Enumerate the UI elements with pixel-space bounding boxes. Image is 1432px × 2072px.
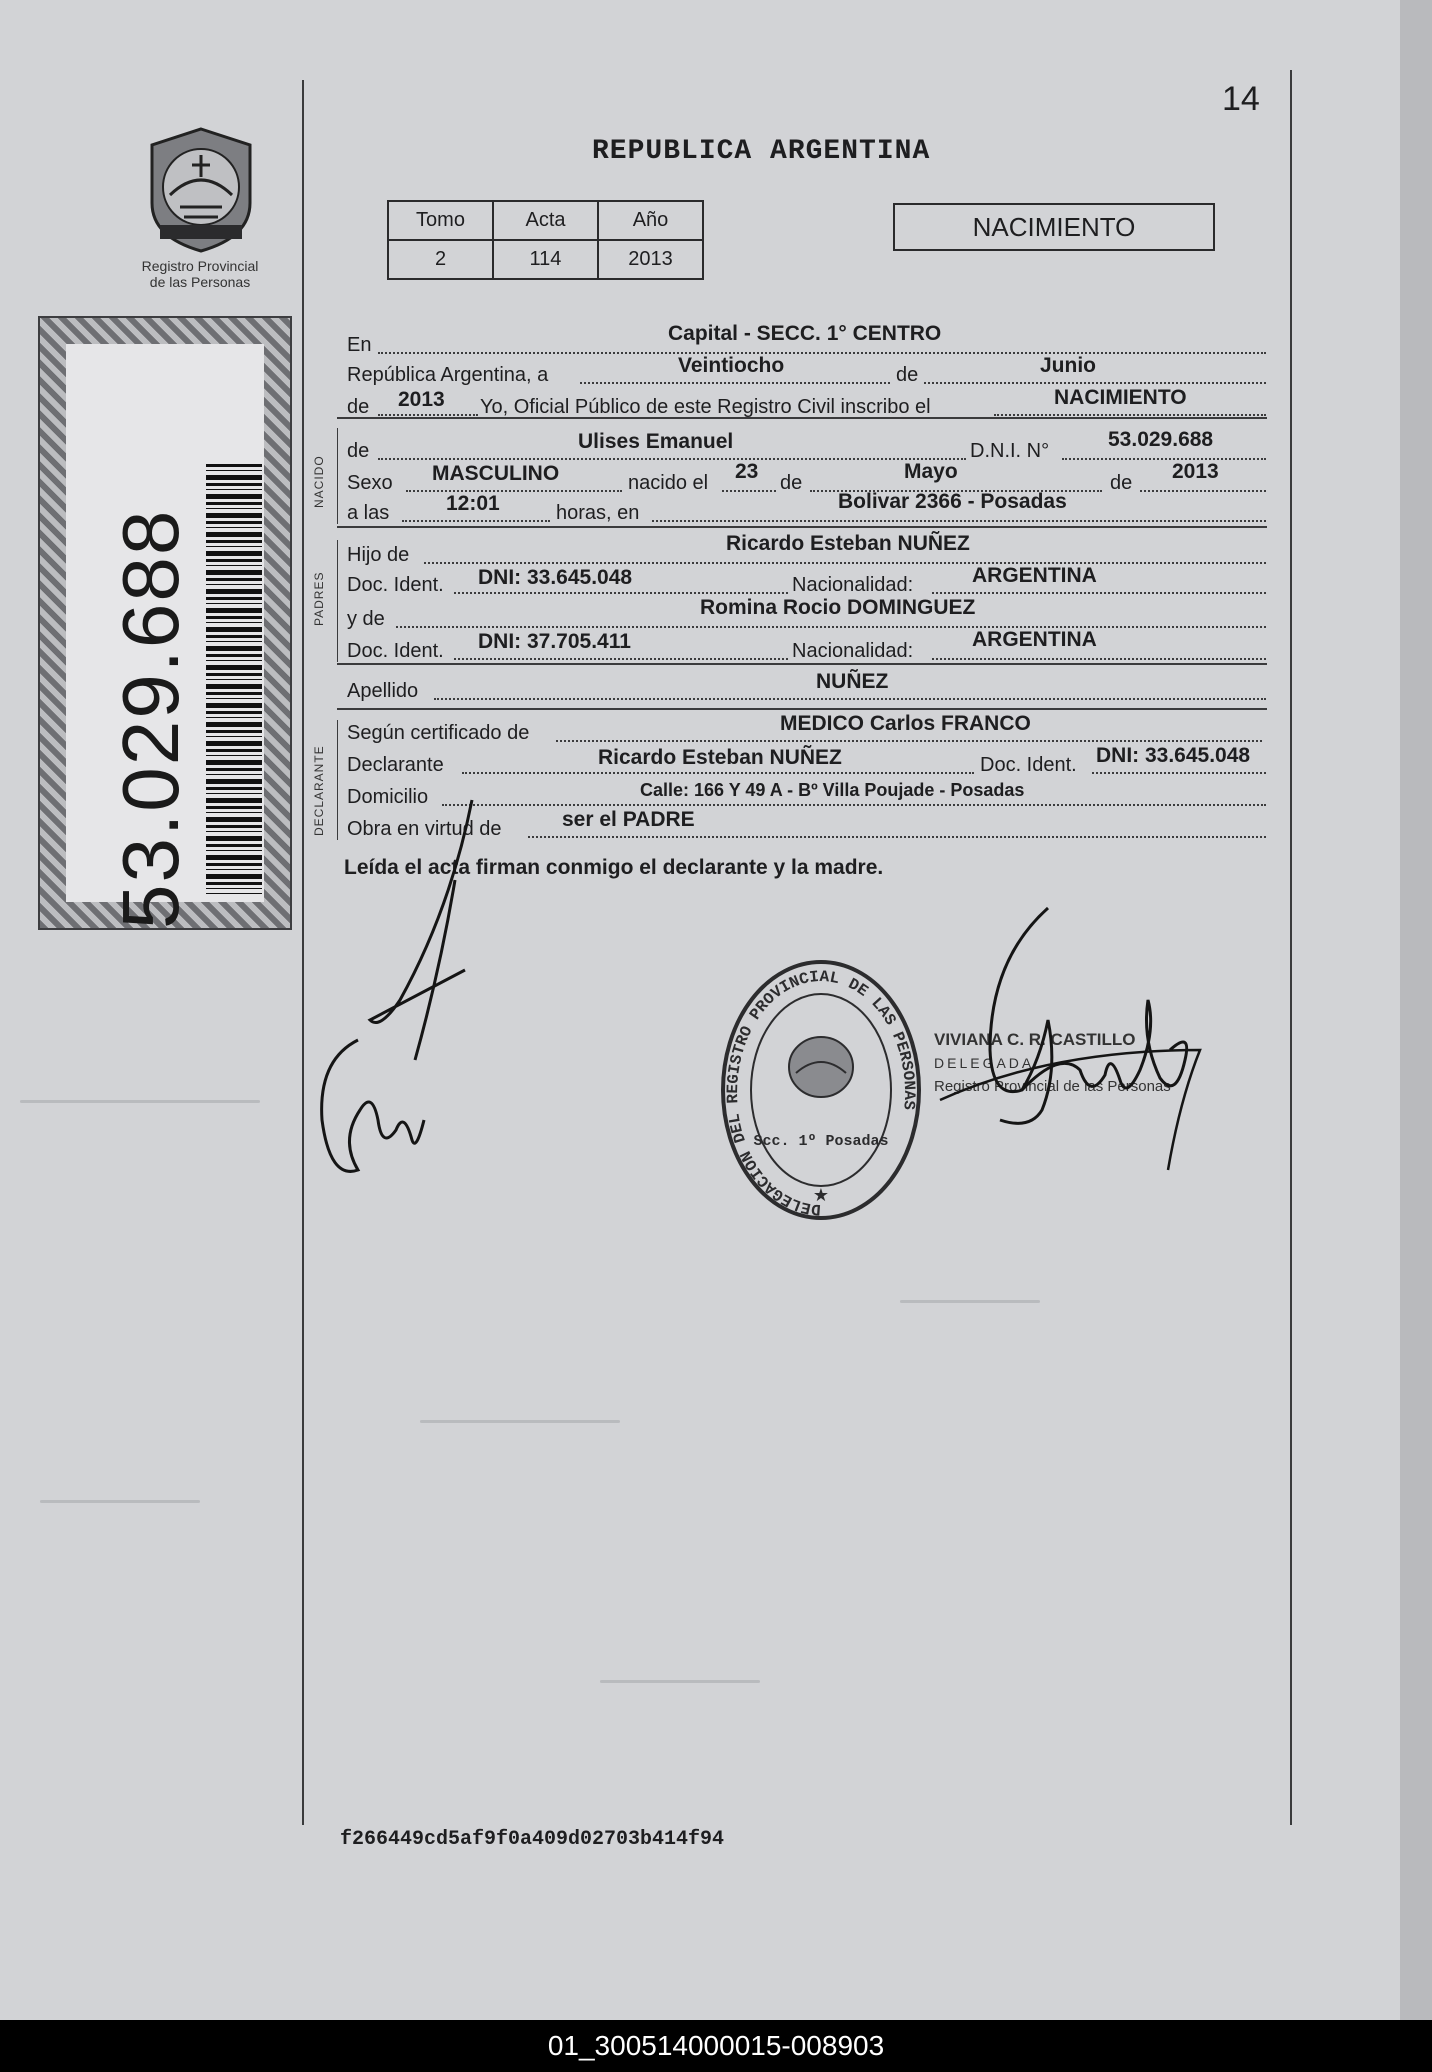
- dotted-line: [528, 836, 1266, 838]
- dotted-line: [378, 352, 1266, 354]
- value-sex: MASCULINO: [432, 462, 560, 485]
- label-segun-certificado: Según certificado de: [347, 722, 530, 744]
- label-de-year-birth: de: [1110, 472, 1133, 494]
- label-nacido-el: nacido el: [628, 472, 709, 494]
- label-dni: D.N.I. N°: [970, 440, 1050, 462]
- label-en: En: [347, 334, 372, 356]
- label-de-name: de: [347, 440, 370, 462]
- label-nacionalidad-father: Nacionalidad:: [792, 574, 914, 596]
- dotted-line: [442, 804, 1266, 806]
- section-divider: [337, 526, 1267, 528]
- logo-caption-line: Registro Provincial: [141, 258, 259, 274]
- value-mother: Romina Rocio DOMINGUEZ: [700, 596, 976, 619]
- value-name: Ulises Emanuel: [578, 430, 734, 453]
- document-title: REPUBLICA ARGENTINA: [592, 136, 931, 167]
- stamp-ring-text: DELEGACION DEL REGISTRO PROVINCIAL DE LAS PERSONAS: [723, 967, 919, 1219]
- registry-header-anio: Año: [598, 201, 703, 240]
- document-hash: f266449cd5af9f0a409d02703b414f94: [340, 1828, 725, 1851]
- dotted-line: [652, 520, 1266, 522]
- dotted-line: [722, 490, 776, 492]
- label-sexo: Sexo: [347, 472, 393, 494]
- registry-value-acta: 114: [493, 240, 598, 279]
- dni-strip-panel: [66, 344, 264, 929]
- page-number: 14: [1222, 80, 1260, 118]
- value-birth-place: Bolivar 2366 - Posadas: [838, 490, 1067, 513]
- section-rule: [337, 428, 338, 524]
- scan-id-footer: 01_300514000015-008903: [0, 2020, 1432, 2072]
- value-father-nationality: ARGENTINA: [972, 564, 1097, 587]
- label-horas-en: horas, en: [556, 502, 640, 524]
- value-address: Calle: 166 Y 49 A - Bº Villa Poujade - Posadas: [640, 780, 1025, 800]
- label-a-las: a las: [347, 502, 390, 524]
- dotted-line: [932, 592, 1266, 594]
- paper-streak: [420, 1420, 620, 1423]
- label-de-month: de: [892, 364, 922, 392]
- dotted-line: [556, 740, 1262, 742]
- official-name: VIVIANA C. R. CASTILLO: [934, 1030, 1136, 1049]
- label-de-month-birth: de: [780, 472, 803, 494]
- label-nacionalidad-mother: Nacionalidad:: [792, 640, 914, 662]
- registry-table: [387, 200, 704, 280]
- value-place: Capital - SECC. 1° CENTRO: [668, 322, 942, 345]
- value-declarant-doc: DNI: 33.645.048: [1096, 744, 1251, 767]
- value-mother-doc: DNI: 37.705.411: [478, 630, 631, 653]
- registry-header-acta: Acta: [493, 201, 598, 240]
- barcode: [206, 464, 262, 894]
- section-divider: [337, 708, 1267, 710]
- registry-value-anio: 2013: [598, 240, 703, 279]
- dotted-line: [424, 562, 1266, 564]
- paper-streak: [600, 1680, 760, 1683]
- side-label-padres: PADRES: [312, 571, 326, 626]
- label-doc-ident-father: Doc. Ident.: [347, 574, 444, 596]
- paper-streak: [20, 1100, 260, 1103]
- value-day-written: Veintiocho: [678, 354, 785, 377]
- registry-header-tomo: Tomo: [388, 201, 493, 240]
- value-dni: 53.029.688: [1108, 428, 1214, 451]
- dotted-line: [378, 414, 478, 416]
- label-declarante: Declarante: [347, 754, 444, 776]
- value-birth-month: Mayo: [904, 460, 958, 483]
- dotted-line: [396, 626, 1266, 628]
- dotted-line: [994, 414, 1266, 416]
- label-apellido: Apellido: [347, 680, 419, 702]
- value-mother-nationality: ARGENTINA: [972, 628, 1097, 651]
- label-de-year: de: [347, 396, 370, 418]
- side-label-nacido: NACIDO: [312, 455, 326, 508]
- label-hijo-de: Hijo de: [347, 544, 410, 566]
- official-role: DELEGADA: [934, 1055, 1035, 1071]
- side-label-declarante: DECLARANTE: [312, 745, 326, 836]
- dotted-line: [454, 592, 788, 594]
- label-y-de: y de: [347, 608, 385, 630]
- value-surname: NUÑEZ: [816, 670, 889, 693]
- value-year-written: 2013: [398, 388, 445, 411]
- star-icon: ★: [812, 1185, 830, 1205]
- official-stamp: [718, 955, 924, 1225]
- value-birth-day: 23: [735, 460, 759, 483]
- dotted-line: [462, 772, 974, 774]
- provincia-misiones-logo: [140, 125, 262, 255]
- paper-streak: [40, 1500, 200, 1503]
- dotted-line: [406, 490, 622, 492]
- dotted-line: [454, 658, 788, 660]
- dotted-line: [434, 698, 1266, 700]
- registry-value-tomo: 2: [388, 240, 493, 279]
- value-certificate: MEDICO Carlos FRANCO: [780, 712, 1031, 735]
- value-birth-time: 12:01: [446, 492, 500, 515]
- value-month-written: Junio: [1040, 354, 1096, 377]
- declarant-signature: [300, 790, 500, 1210]
- dotted-line: [1092, 772, 1266, 774]
- logo-caption-line: de las Personas: [149, 274, 251, 290]
- value-act-kind: NACIMIENTO: [1054, 386, 1187, 409]
- dni-security-strip: [38, 316, 292, 930]
- act-type-box: NACIMIENTO: [893, 203, 1215, 251]
- dotted-line: [1140, 490, 1266, 492]
- value-father-doc: DNI: 33.645.048: [478, 566, 633, 589]
- official-office: Registro Provincial de las Personas: [934, 1078, 1171, 1095]
- section-rule: [337, 540, 338, 662]
- right-margin-rule: [1290, 70, 1292, 1825]
- label-doc-ident-declarant: Doc. Ident.: [980, 754, 1077, 776]
- value-declarant: Ricardo Esteban NUÑEZ: [598, 746, 842, 769]
- logo-caption: [120, 258, 280, 290]
- value-by-virtue: ser el PADRE: [562, 808, 695, 831]
- closing-statement: Leída el acta firman conmigo el declarante y la madre.: [344, 856, 884, 879]
- value-birth-year: 2013: [1172, 460, 1219, 483]
- stamp-inner-text: Scc. 1º Posadas: [753, 1133, 889, 1150]
- label-yo-oficial: Yo, Oficial Público de este Registro Civil inscribo el: [480, 396, 931, 418]
- dotted-line: [1062, 458, 1266, 460]
- dotted-line: [932, 658, 1266, 660]
- official-signature: [930, 900, 1230, 1190]
- dni-strip-number: 53.029.688: [106, 508, 195, 929]
- paper-streak: [900, 1300, 1040, 1303]
- dotted-line: [378, 458, 966, 460]
- label-domicilio: Domicilio: [347, 786, 429, 808]
- label-doc-ident-mother: Doc. Ident.: [347, 640, 444, 662]
- label-republica: República Argentina, a: [347, 364, 549, 386]
- dotted-line: [580, 382, 1266, 384]
- label-obra-en-virtud: Obra en virtud de: [347, 818, 502, 840]
- value-father: Ricardo Esteban NUÑEZ: [726, 532, 970, 555]
- dotted-line: [402, 520, 550, 522]
